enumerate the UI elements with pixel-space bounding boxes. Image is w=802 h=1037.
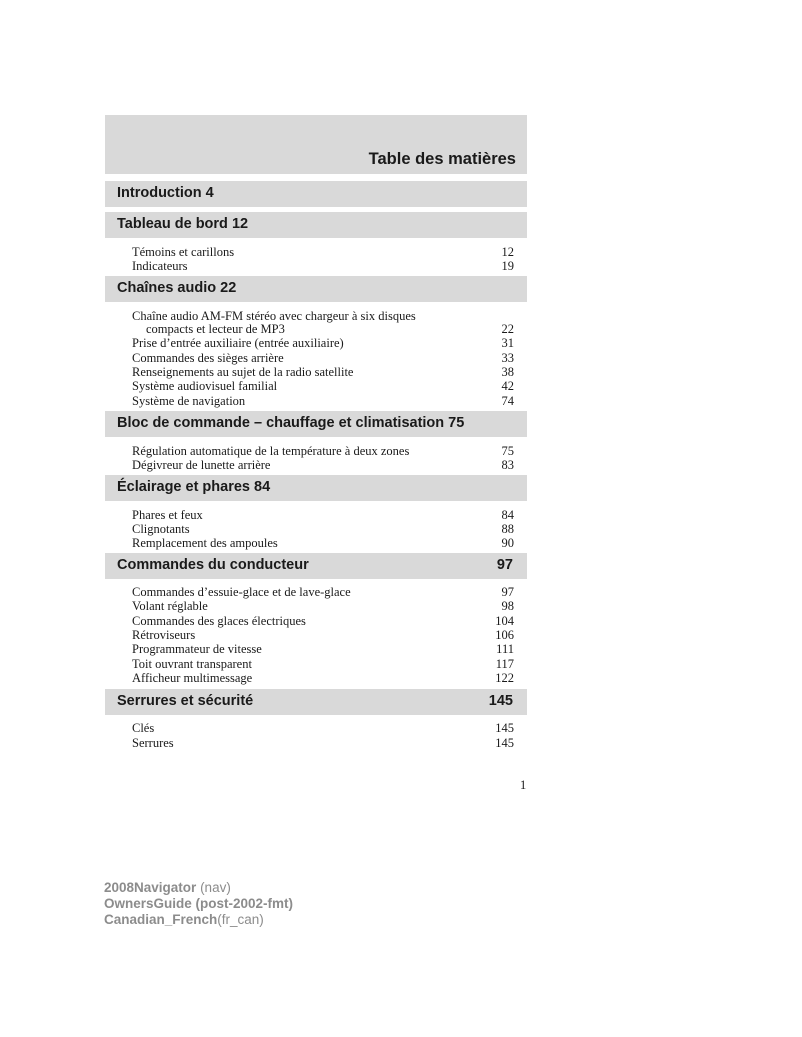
section-label: Chaînes audio 22 <box>117 280 237 296</box>
entry-page: 122 <box>495 671 514 685</box>
entry-page: 75 <box>501 444 514 458</box>
section-page: 97 <box>496 557 513 573</box>
entry-title: Indicateurs <box>132 259 188 273</box>
footer-model: 2008Navigator <box>104 880 197 895</box>
toc-entry[interactable] <box>132 444 514 458</box>
entry-title: Afficheur multimessage <box>132 671 253 685</box>
toc-entry[interactable] <box>132 536 514 550</box>
footer-line-2 <box>104 896 293 912</box>
entry-title: compacts et lecteur de MP3 <box>146 322 285 336</box>
page-number: 1 <box>520 778 527 792</box>
section-page: 145 <box>488 693 513 709</box>
entry-page: 145 <box>495 721 514 735</box>
toc-entry[interactable] <box>132 245 514 259</box>
section-label: Bloc de commande – chauffage et climatisation 75 <box>117 415 465 431</box>
entry-page: 98 <box>501 599 514 613</box>
footer-line-3 <box>104 912 264 928</box>
entry-title: Régulation automatique de la température à deux zones <box>132 444 410 458</box>
entry-title: Renseignements au sujet de la radio satellite <box>132 365 354 379</box>
entry-page: 22 <box>501 322 514 336</box>
toc-entry[interactable] <box>132 259 514 273</box>
toc-entry[interactable] <box>132 394 514 408</box>
footer-guide: OwnersGuide (post-2002-fmt) <box>104 896 294 911</box>
entry-page: 12 <box>501 245 514 259</box>
section-chaines-audio[interactable] <box>105 276 527 302</box>
toc-entry[interactable] <box>132 508 514 522</box>
entry-title: Rétroviseurs <box>132 628 196 642</box>
entry-page: 145 <box>495 736 514 750</box>
entry-title: Toit ouvrant transparent <box>132 657 252 671</box>
entry-title: Dégivreur de lunette arrière <box>132 458 271 472</box>
entry-title: Système de navigation <box>132 394 246 408</box>
section-serrures-et-securite[interactable] <box>105 689 527 715</box>
section-introduction[interactable] <box>105 181 527 207</box>
footer-language-code: (fr_can) <box>217 912 264 927</box>
entry-title: Témoins et carillons <box>132 245 235 259</box>
toc-entry[interactable] <box>132 642 514 656</box>
entry-title: Serrures <box>132 736 174 750</box>
entry-title: Clés <box>132 721 155 735</box>
entry-page: 104 <box>495 614 514 628</box>
footer-line-1 <box>104 880 231 896</box>
toc-entry[interactable] <box>132 657 514 671</box>
toc-entry[interactable] <box>132 458 514 472</box>
entry-title: Commandes d’essuie-glace et de lave-glace <box>132 585 351 599</box>
entry-title: Commandes des glaces électriques <box>132 614 306 628</box>
entry-page: 90 <box>501 536 514 550</box>
section-commandes-du-conducteur[interactable] <box>105 553 527 579</box>
entry-page: 38 <box>501 365 514 379</box>
entry-title: Remplacement des ampoules <box>132 536 278 550</box>
entry-page: 19 <box>501 259 514 273</box>
toc-entry[interactable] <box>132 379 514 393</box>
entry-title: Volant réglable <box>132 599 208 613</box>
toc-entry[interactable] <box>132 614 514 628</box>
entry-page: 97 <box>501 585 514 599</box>
title-banner <box>105 115 527 174</box>
toc-entry-continuation[interactable] <box>132 322 514 336</box>
entry-page: 88 <box>501 522 514 536</box>
entry-title: Phares et feux <box>132 508 203 522</box>
entry-page: 106 <box>495 628 514 642</box>
entry-title: Système audiovisuel familial <box>132 379 278 393</box>
page-title: Table des matières <box>368 150 516 168</box>
entry-page: 117 <box>495 657 514 671</box>
entry-title: Commandes des sièges arrière <box>132 351 284 365</box>
section-label: Introduction 4 <box>117 185 214 201</box>
toc-entry[interactable] <box>132 351 514 365</box>
entry-page: 31 <box>501 336 514 350</box>
entry-title: Clignotants <box>132 522 190 536</box>
toc-entry[interactable] <box>132 671 514 685</box>
toc-entry[interactable] <box>132 309 514 323</box>
toc-entry[interactable] <box>132 628 514 642</box>
section-eclairage-et-phares[interactable] <box>105 475 527 501</box>
entry-page: 111 <box>496 642 514 656</box>
entry-title: Prise d’entrée auxiliaire (entrée auxiliaire) <box>132 336 344 350</box>
section-label: Éclairage et phares 84 <box>117 479 271 495</box>
toc-entry[interactable] <box>132 336 514 350</box>
entry-page: 83 <box>501 458 514 472</box>
section-label: Commandes du conducteur <box>117 557 309 573</box>
entry-page: 33 <box>501 351 514 365</box>
entry-page: 74 <box>501 394 514 408</box>
entry-title: Chaîne audio AM-FM stéréo avec chargeur à six disques <box>132 309 416 323</box>
section-tableau-de-bord[interactable] <box>105 212 527 238</box>
section-bloc-de-commande[interactable] <box>105 411 527 437</box>
footer-model-code: (nav) <box>196 880 231 895</box>
toc-entry[interactable] <box>132 365 514 379</box>
entry-page: 84 <box>501 508 514 522</box>
footer-language: Canadian_French <box>104 912 218 927</box>
entry-page: 42 <box>501 379 514 393</box>
toc-entry[interactable] <box>132 522 514 536</box>
toc-entry[interactable] <box>132 721 514 735</box>
toc-entry[interactable] <box>132 599 514 613</box>
toc-entry[interactable] <box>132 585 514 599</box>
entry-title: Programmateur de vitesse <box>132 642 262 656</box>
section-label: Tableau de bord 12 <box>117 216 249 232</box>
section-label: Serrures et sécurité <box>117 693 254 709</box>
toc-entry[interactable] <box>132 736 514 750</box>
